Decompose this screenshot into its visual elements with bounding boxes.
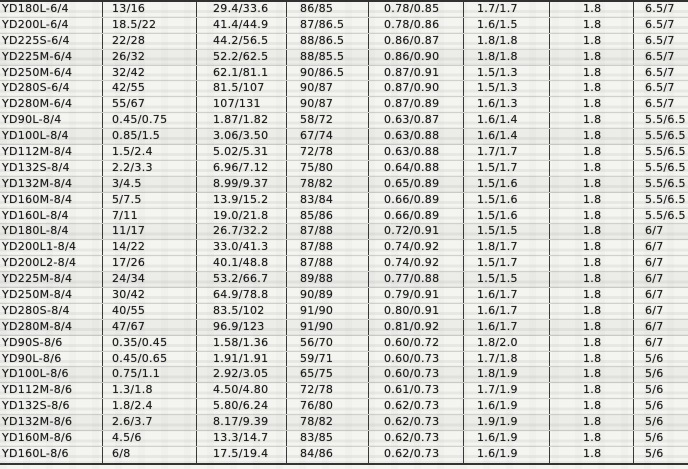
table-row: [0, 431, 688, 447]
cell-current-ratio: 6/7: [645, 240, 664, 254]
cell-efficiency: 91/90: [287, 320, 369, 335]
table-row: [0, 383, 688, 399]
cell-model: YD132M-8/4: [0, 177, 103, 192]
table-row: [0, 367, 688, 383]
cell-current-ratio: 6.5/7: [645, 33, 675, 47]
cell-current-ratio: 6/7: [645, 335, 664, 349]
cell-efficiency: 83/84: [287, 193, 369, 208]
cell-efficiency: 86/85: [287, 2, 369, 17]
cell-power-kw: 18.5/22: [103, 18, 197, 33]
cell-max-torque-ratio: 1.8: [550, 415, 634, 430]
cell-power-factor: 0.60/0.72: [369, 336, 464, 351]
table-row: [0, 224, 688, 240]
cell-current-a: 52.2/62.5: [197, 50, 287, 65]
cell-current-a: 64.9/78.8: [197, 288, 287, 303]
cell-max-torque-ratio: 1.8: [550, 81, 634, 96]
cell-model: YD160L-8/4: [0, 209, 103, 224]
cell-max-torque-ratio: 1.8: [550, 193, 634, 208]
cell-efficiency: 89/88: [287, 272, 369, 287]
cell-power-factor: 0.62/0.73: [369, 415, 464, 430]
cell-current-ratio: 5/6: [645, 351, 664, 365]
cell-efficiency: 87/88: [287, 240, 369, 255]
table-row: [0, 352, 688, 368]
cell-torque-ratio: 1.6/1.5: [464, 18, 550, 33]
cell-efficiency: 76/80: [287, 399, 369, 414]
cell-model: YD280S-6/4: [0, 81, 103, 96]
cell-current-a: 1.87/1.82: [197, 113, 287, 128]
cell-power-factor: 0.87/0.90: [369, 81, 464, 96]
cell-efficiency: 90/89: [287, 288, 369, 303]
cell-torque-ratio: 1.6/1.7: [464, 304, 550, 319]
table-row: [0, 145, 688, 161]
cell-model: YD225S-6/4: [0, 34, 103, 49]
cell-power-kw: 2.2/3.3: [103, 161, 197, 176]
cell-model: YD90L-8/4: [0, 113, 103, 128]
cell-efficiency: 59/71: [287, 352, 369, 367]
cell-power-factor: 0.81/0.92: [369, 320, 464, 335]
cell-current-ratio: 6/7: [645, 256, 664, 270]
cell-current-a: 96.9/123: [197, 320, 287, 335]
cell-power-factor: 0.78/0.85: [369, 2, 464, 17]
cell-power-factor: 0.64/0.88: [369, 161, 464, 176]
cell-power-factor: 0.63/0.87: [369, 113, 464, 128]
cell-model: YD100L-8/4: [0, 129, 103, 144]
cell-current-a: 1.91/1.91: [197, 352, 287, 367]
cell-model: YD200L2-8/4: [0, 256, 103, 271]
cell-torque-ratio: 1.5/1.7: [464, 256, 550, 271]
cell-current-a: 83.5/102: [197, 304, 287, 319]
table-row: [0, 240, 688, 256]
table-row: [0, 209, 688, 225]
cell-power-kw: 7/11: [103, 209, 197, 224]
cell-power-kw: 1.8/2.4: [103, 399, 197, 414]
cell-efficiency: 87/86.5: [287, 18, 369, 33]
cell-efficiency: 87/88: [287, 256, 369, 271]
cell-current-a: 5.80/6.24: [197, 399, 287, 414]
table-row: [0, 18, 688, 34]
cell-torque-ratio: 1.7/1.7: [464, 145, 550, 160]
cell-current-ratio: 5/6: [645, 415, 664, 429]
cell-model: YD250M-6/4: [0, 66, 103, 81]
cell-torque-ratio: 1.5/1.5: [464, 272, 550, 287]
cell-torque-ratio: 1.5/1.6: [464, 177, 550, 192]
cell-power-factor: 0.62/0.73: [369, 399, 464, 414]
cell-efficiency: 72/78: [287, 145, 369, 160]
cell-power-factor: 0.60/0.73: [369, 367, 464, 382]
cell-model: YD180L-8/4: [0, 224, 103, 239]
cell-efficiency: 90/86.5: [287, 66, 369, 81]
cell-power-factor: 0.72/0.91: [369, 224, 464, 239]
cell-model: YD200L-6/4: [0, 18, 103, 33]
cell-current-ratio: 5/6: [645, 431, 664, 445]
cell-current-a: 19.0/21.8: [197, 209, 287, 224]
cell-torque-ratio: 1.8/1.8: [464, 50, 550, 65]
cell-power-kw: 1.5/2.4: [103, 145, 197, 160]
cell-efficiency: 90/87: [287, 81, 369, 96]
cell-current-ratio: 5.5/6.5: [645, 113, 686, 127]
cell-power-kw: 6/8: [103, 447, 197, 463]
cell-torque-ratio: 1.8/1.9: [464, 367, 550, 382]
cell-power-factor: 0.65/0.89: [369, 177, 464, 192]
table-row: [0, 81, 688, 97]
cell-max-torque-ratio: 1.8: [550, 18, 634, 33]
cell-current-a: 17.5/19.4: [197, 447, 287, 463]
cell-efficiency: 56/70: [287, 336, 369, 351]
table-row: [0, 34, 688, 50]
cell-power-kw: 5/7.5: [103, 193, 197, 208]
cell-current-a: 40.1/48.8: [197, 256, 287, 271]
cell-power-factor: 0.74/0.92: [369, 240, 464, 255]
cell-current-a: 81.5/107: [197, 81, 287, 96]
cell-efficiency: 78/82: [287, 415, 369, 430]
cell-model: YD280M-6/4: [0, 97, 103, 112]
cell-current-a: 29.4/33.6: [197, 2, 287, 17]
cell-power-factor: 0.79/0.91: [369, 288, 464, 303]
cell-current-ratio: 6/7: [645, 288, 664, 302]
table-row: [0, 129, 688, 145]
cell-max-torque-ratio: 1.8: [550, 113, 634, 128]
table-row: [0, 50, 688, 66]
cell-current-ratio: 6/7: [645, 224, 664, 238]
cell-max-torque-ratio: 1.8: [550, 129, 634, 144]
cell-current-ratio: 5.5/6.5: [645, 208, 686, 222]
cell-power-factor: 0.63/0.88: [369, 129, 464, 144]
cell-model: YD280M-8/4: [0, 320, 103, 335]
cell-model: YD280S-8/4: [0, 304, 103, 319]
table-row: [0, 320, 688, 336]
cell-model: YD100L-8/6: [0, 367, 103, 382]
cell-efficiency: 75/80: [287, 161, 369, 176]
cell-power-factor: 0.66/0.89: [369, 209, 464, 224]
cell-current-a: 53.2/66.7: [197, 272, 287, 287]
cell-torque-ratio: 1.6/1.4: [464, 113, 550, 128]
cell-max-torque-ratio: 1.8: [550, 352, 634, 367]
cell-efficiency: 58/72: [287, 113, 369, 128]
cell-current-a: 13.3/14.7: [197, 431, 287, 446]
table-row: [0, 415, 688, 431]
cell-max-torque-ratio: 1.8: [550, 320, 634, 335]
cell-power-factor: 0.78/0.86: [369, 18, 464, 33]
cell-power-kw: 0.75/1.1: [103, 367, 197, 382]
table-row: [0, 288, 688, 304]
cell-max-torque-ratio: 1.8: [550, 288, 634, 303]
cell-power-kw: 0.45/0.65: [103, 352, 197, 367]
cell-torque-ratio: 1.8/1.8: [464, 34, 550, 49]
cell-current-ratio: 5/6: [645, 383, 664, 397]
cell-max-torque-ratio: 1.8: [550, 256, 634, 271]
cell-current-a: 8.99/9.37: [197, 177, 287, 192]
cell-max-torque-ratio: 1.8: [550, 399, 634, 414]
cell-current-ratio: 6/7: [645, 319, 664, 333]
cell-power-factor: 0.86/0.90: [369, 50, 464, 65]
cell-current-a: 4.50/4.80: [197, 383, 287, 398]
cell-power-kw: 47/67: [103, 320, 197, 335]
cell-power-factor: 0.80/0.91: [369, 304, 464, 319]
cell-efficiency: 88/85.5: [287, 50, 369, 65]
cell-max-torque-ratio: 1.8: [550, 447, 634, 463]
cell-current-a: 26.7/32.2: [197, 224, 287, 239]
cell-efficiency: 88/86.5: [287, 34, 369, 49]
cell-max-torque-ratio: 1.8: [550, 240, 634, 255]
cell-torque-ratio: 1.7/1.9: [464, 383, 550, 398]
cell-max-torque-ratio: 1.8: [550, 2, 634, 17]
cell-current-a: 62.1/81.1: [197, 66, 287, 81]
cell-model: YD132S-8/6: [0, 399, 103, 414]
cell-power-factor: 0.77/0.88: [369, 272, 464, 287]
cell-max-torque-ratio: 1.8: [550, 431, 634, 446]
cell-power-factor: 0.66/0.89: [369, 193, 464, 208]
cell-max-torque-ratio: 1.8: [550, 272, 634, 287]
cell-torque-ratio: 1.5/1.6: [464, 193, 550, 208]
cell-current-ratio: 5.5/6.5: [645, 129, 686, 143]
cell-current-a: 107/131: [197, 97, 287, 112]
cell-power-kw: 2.6/3.7: [103, 415, 197, 430]
cell-current-ratio: 6.5/7: [645, 97, 675, 111]
cell-efficiency: 87/88: [287, 224, 369, 239]
cell-current-ratio: 5.5/6.5: [645, 176, 686, 190]
cell-torque-ratio: 1.9/1.9: [464, 415, 550, 430]
cell-efficiency: 85/86: [287, 209, 369, 224]
cell-power-factor: 0.61/0.73: [369, 383, 464, 398]
cell-torque-ratio: 1.5/1.7: [464, 161, 550, 176]
cell-max-torque-ratio: 1.8: [550, 336, 634, 351]
cell-current-a: 44.2/56.5: [197, 34, 287, 49]
cell-current-a: 13.9/15.2: [197, 193, 287, 208]
cell-current-ratio: 5.5/6.5: [645, 145, 686, 159]
cell-model: YD180L-6/4: [0, 2, 103, 17]
cell-power-kw: 11/17: [103, 224, 197, 239]
table-row: [0, 97, 688, 113]
cell-power-factor: 0.62/0.73: [369, 431, 464, 446]
table-row: [0, 272, 688, 288]
cell-power-kw: 26/32: [103, 50, 197, 65]
cell-torque-ratio: 1.8/2.0: [464, 336, 550, 351]
cell-max-torque-ratio: 1.8: [550, 161, 634, 176]
cell-power-kw: 55/67: [103, 97, 197, 112]
cell-power-kw: 30/42: [103, 288, 197, 303]
cell-model: YD132M-8/6: [0, 415, 103, 430]
cell-efficiency: 90/87: [287, 97, 369, 112]
cell-power-kw: 0.35/0.45: [103, 336, 197, 351]
cell-power-factor: 0.62/0.73: [369, 447, 464, 463]
cell-current-a: 2.92/3.05: [197, 367, 287, 382]
cell-model: YD112M-8/6: [0, 383, 103, 398]
cell-power-kw: 3/4.5: [103, 177, 197, 192]
cell-efficiency: 84/86: [287, 447, 369, 463]
cell-torque-ratio: 1.6/1.9: [464, 399, 550, 414]
cell-torque-ratio: 1.6/1.7: [464, 320, 550, 335]
cell-power-kw: 42/55: [103, 81, 197, 96]
cell-model: YD90L-8/6: [0, 352, 103, 367]
cell-power-kw: 22/28: [103, 34, 197, 49]
cell-current-ratio: 6.5/7: [645, 65, 675, 79]
cell-torque-ratio: 1.5/1.6: [464, 209, 550, 224]
cell-power-factor: 0.63/0.88: [369, 145, 464, 160]
cell-power-kw: 17/26: [103, 256, 197, 271]
cell-model: YD132S-8/4: [0, 161, 103, 176]
cell-max-torque-ratio: 1.8: [550, 177, 634, 192]
cell-max-torque-ratio: 1.8: [550, 66, 634, 81]
table-row: [0, 447, 688, 463]
cell-torque-ratio: 1.6/1.9: [464, 431, 550, 446]
cell-power-kw: 13/16: [103, 2, 197, 17]
cell-efficiency: 72/78: [287, 383, 369, 398]
cell-torque-ratio: 1.6/1.3: [464, 97, 550, 112]
table-row: [0, 177, 688, 193]
cell-current-ratio: 5.5/6.5: [645, 192, 686, 206]
cell-current-ratio: 5/6: [645, 367, 664, 381]
table-row: [0, 256, 688, 272]
table-row: [0, 66, 688, 82]
cell-max-torque-ratio: 1.8: [550, 34, 634, 49]
cell-efficiency: 67/74: [287, 129, 369, 144]
cell-power-kw: 14/22: [103, 240, 197, 255]
cell-max-torque-ratio: 1.8: [550, 304, 634, 319]
cell-current-ratio: 5/6: [645, 399, 664, 413]
cell-torque-ratio: 1.8/1.7: [464, 240, 550, 255]
cell-torque-ratio: 1.7/1.7: [464, 2, 550, 17]
cell-efficiency: 65/75: [287, 367, 369, 382]
table-row: [0, 161, 688, 177]
cell-power-factor: 0.87/0.89: [369, 97, 464, 112]
table-row: [0, 399, 688, 415]
cell-power-factor: 0.74/0.92: [369, 256, 464, 271]
cell-current-a: 1.58/1.36: [197, 336, 287, 351]
cell-model: YD160M-8/6: [0, 431, 103, 446]
cell-max-torque-ratio: 1.8: [550, 209, 634, 224]
cell-power-kw: 0.85/1.5: [103, 129, 197, 144]
cell-power-kw: 40/55: [103, 304, 197, 319]
cell-torque-ratio: 1.7/1.8: [464, 352, 550, 367]
cell-model: YD160M-8/4: [0, 193, 103, 208]
cell-efficiency: 91/90: [287, 304, 369, 319]
cell-current-ratio: 5.5/6.5: [645, 160, 686, 174]
cell-power-factor: 0.60/0.73: [369, 352, 464, 367]
cell-current-ratio: 6/7: [645, 272, 664, 286]
cell-model: YD90S-8/6: [0, 336, 103, 351]
cell-current-a: 6.96/7.12: [197, 161, 287, 176]
cell-max-torque-ratio: 1.8: [550, 145, 634, 160]
cell-power-kw: 32/42: [103, 66, 197, 81]
cell-current-ratio: 6.5/7: [645, 2, 675, 15]
cell-max-torque-ratio: 1.8: [550, 224, 634, 239]
cell-model: YD160L-8/6: [0, 447, 103, 463]
cell-max-torque-ratio: 1.8: [550, 97, 634, 112]
cell-current-a: 41.4/44.9: [197, 18, 287, 33]
table-row: [0, 304, 688, 320]
cell-torque-ratio: 1.6/1.4: [464, 129, 550, 144]
cell-model: YD225M-8/4: [0, 272, 103, 287]
cell-max-torque-ratio: 1.8: [550, 367, 634, 382]
table-row: [0, 113, 688, 129]
table-row: [0, 2, 688, 18]
cell-power-kw: 0.45/0.75: [103, 113, 197, 128]
cell-torque-ratio: 1.5/1.3: [464, 81, 550, 96]
cell-current-ratio: 6.5/7: [645, 17, 675, 31]
cell-current-ratio: 6/7: [645, 303, 664, 317]
cell-torque-ratio: 1.5/1.5: [464, 224, 550, 239]
cell-current-ratio: 5/6: [645, 446, 664, 460]
cell-max-torque-ratio: 1.8: [550, 383, 634, 398]
cell-model: YD112M-8/4: [0, 145, 103, 160]
cell-power-factor: 0.86/0.87: [369, 34, 464, 49]
cell-efficiency: 78/82: [287, 177, 369, 192]
cell-power-kw: 1.3/1.8: [103, 383, 197, 398]
cell-current-a: 33.0/41.3: [197, 240, 287, 255]
cell-torque-ratio: 1.6/1.7: [464, 288, 550, 303]
cell-power-factor: 0.87/0.91: [369, 66, 464, 81]
cell-current-a: 3.06/3.50: [197, 129, 287, 144]
cell-efficiency: 83/85: [287, 431, 369, 446]
cell-max-torque-ratio: 1.8: [550, 50, 634, 65]
cell-model: YD250M-8/4: [0, 288, 103, 303]
table-row: [0, 193, 688, 209]
cell-power-kw: 4.5/6: [103, 431, 197, 446]
cell-model: YD225M-6/4: [0, 50, 103, 65]
cell-current-ratio: 6.5/7: [645, 81, 675, 95]
cell-current-a: 8.17/9.39: [197, 415, 287, 430]
cell-current-a: 5.02/5.31: [197, 145, 287, 160]
cell-torque-ratio: 1.5/1.3: [464, 66, 550, 81]
cell-current-ratio: 6.5/7: [645, 49, 675, 63]
cell-model: YD200L1-8/4: [0, 240, 103, 255]
table-row: [0, 336, 688, 352]
cell-torque-ratio: 1.6/1.9: [464, 447, 550, 463]
cell-power-kw: 24/34: [103, 272, 197, 287]
